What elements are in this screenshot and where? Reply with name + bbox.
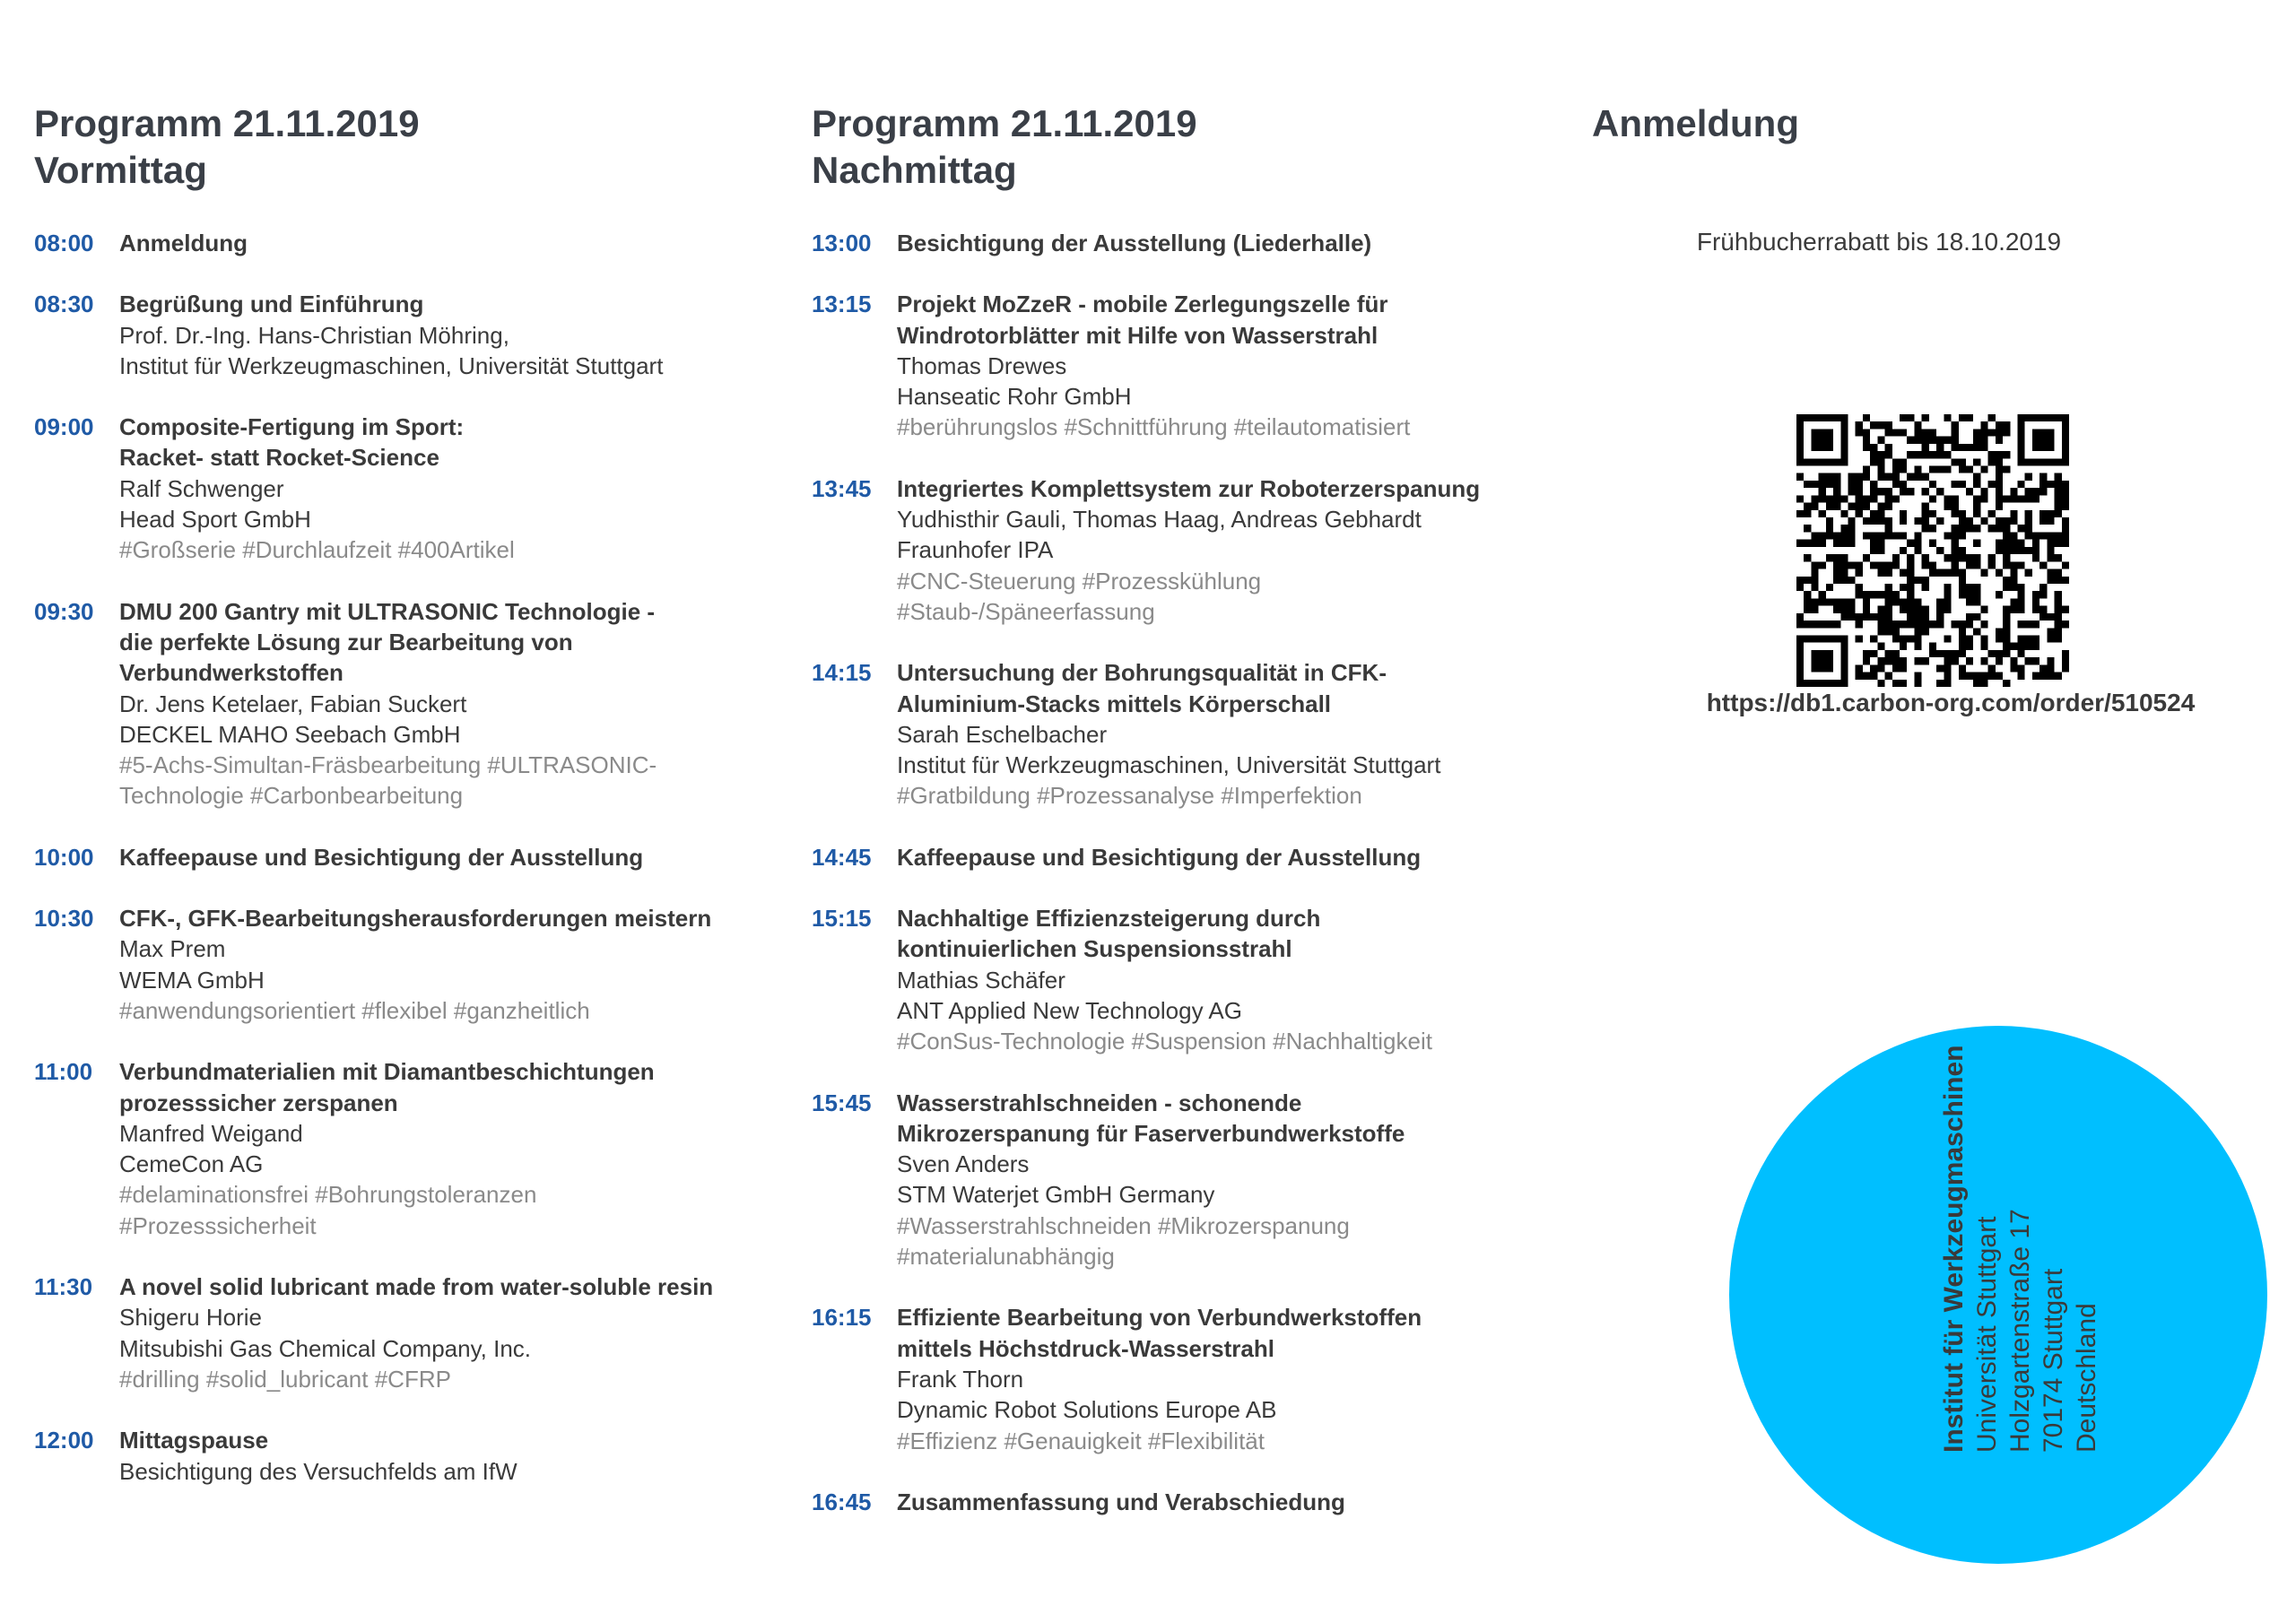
schedule-entry <box>812 1302 1556 1455</box>
entry-body <box>897 657 1556 811</box>
schedule-list <box>812 228 1556 1517</box>
entry-title: Begrüßung und Einführung <box>119 291 424 318</box>
address-line: Deutschland <box>2072 1303 2101 1453</box>
entry-detail: Mathias Schäfer <box>897 966 1065 994</box>
entry-body <box>897 1302 1556 1455</box>
schedule-entry <box>812 1487 1556 1517</box>
entry-body <box>897 842 1556 872</box>
entry-detail: Frank Thorn <box>897 1365 1024 1393</box>
address-line: 70174 Stuttgart <box>2039 1268 2068 1453</box>
entry-tags: #Wasserstrahlschneiden #Mikrozerspanung <box>897 1211 1350 1239</box>
entry-tags: #5-Achs-Simultan-Fräsbearbeitung #ULTRASONIC- <box>119 751 657 779</box>
entry-title: Projekt MoZzeR - mobile Zerlegungszelle für <box>897 291 1388 318</box>
entry-detail: Hanseatic Rohr GmbH <box>897 383 1132 411</box>
entry-title: die perfekte Lösung zur Bearbeitung von <box>119 628 573 655</box>
entry-time: 13:00 <box>812 230 872 256</box>
entry-body <box>119 289 778 381</box>
schedule-entry <box>34 596 778 812</box>
schedule-entry <box>34 903 778 1026</box>
entry-title: Kaffeepause und Besichtigung der Ausstellung <box>119 843 644 871</box>
entry-detail: Mitsubishi Gas Chemical Company, Inc. <box>119 1334 532 1362</box>
program-afternoon-title: Programm 21.11.2019 <box>812 102 1197 144</box>
entry-detail: Manfred Weigand <box>119 1119 303 1147</box>
entry-body <box>897 473 1556 627</box>
entry-title: Verbundmaterialien mit Diamantbeschichtungen <box>119 1058 655 1086</box>
entry-title: A novel solid lubricant made from water-soluble resin <box>119 1273 714 1301</box>
entry-time: 09:00 <box>34 413 94 441</box>
entry-detail: Thomas Drewes <box>897 352 1067 379</box>
entry-time: 15:15 <box>812 905 872 933</box>
address-org: Institut für Werkzeugmaschinen <box>1939 1045 1969 1453</box>
entry-body <box>119 903 778 1026</box>
schedule-entry <box>812 1088 1556 1272</box>
entry-body <box>119 412 778 565</box>
entry-tags: Technologie #Carbonbearbeitung <box>119 782 464 810</box>
entry-title: Windrotorblätter mit Hilfe von Wasserstrahl <box>897 321 1378 349</box>
entry-time: 13:45 <box>812 474 872 502</box>
entry-title: Zusammenfassung und Verabschiedung <box>897 1488 1345 1515</box>
program-morning-title: Programm 21.11.2019 <box>34 102 420 144</box>
entry-detail: Institut für Werkzeugmaschinen, Universität Stuttgart <box>119 352 664 379</box>
program-afternoon-subtitle: Nachmittag <box>812 149 1017 191</box>
entry-title: Integriertes Komplettsystem zur Roboterzerspanung <box>897 474 1481 502</box>
entry-tags: #Prozesssicherheit <box>119 1211 317 1239</box>
entry-title: DMU 200 Gantry mit ULTRASONIC Technologie - <box>119 597 656 625</box>
early-bird-note: Frühbucherrabatt bis 18.10.2019 <box>1696 228 2062 256</box>
entry-time: 13:15 <box>812 291 872 318</box>
entry-detail: DECKEL MAHO Seebach GmbH <box>119 720 461 748</box>
entry-time: 11:30 <box>34 1273 93 1301</box>
entry-detail: STM Waterjet GmbH Germany <box>897 1181 1215 1209</box>
entry-body <box>119 596 778 812</box>
entry-title: Aluminium-Stacks mittels Körperschall <box>897 690 1332 717</box>
entry-title: CFK-, GFK-Bearbeitungsherausforderungen meistern <box>119 905 712 933</box>
entry-detail: CemeCon AG <box>119 1150 264 1178</box>
entry-detail: Sarah Eschelbacher <box>897 720 1108 748</box>
address-block <box>1937 1045 2103 1453</box>
entry-detail: Prof. Dr.-Ing. Hans-Christian Möhring, <box>119 321 509 349</box>
schedule-entry <box>34 1425 778 1487</box>
entry-time: 08:00 <box>34 230 94 256</box>
qr-code-icon[interactable] <box>1796 414 2069 687</box>
entry-time: 11:00 <box>34 1058 93 1086</box>
entry-title: Effiziente Bearbeitung von Verbundwerkstoffen <box>897 1304 1422 1332</box>
entry-body <box>897 903 1556 1056</box>
entry-body <box>119 1425 778 1487</box>
entry-tags: #delaminationsfrei #Bohrungstoleranzen <box>119 1181 537 1209</box>
entry-title: Untersuchung der Bohrungsqualität in CFK- <box>897 659 1387 687</box>
entry-detail: Besichtigung des Versuchfelds am IfW <box>119 1457 517 1485</box>
entry-body <box>119 228 778 258</box>
entry-tags: #materialunabhängig <box>897 1243 1115 1271</box>
entry-tags: #drilling #solid_lubricant #CFRP <box>119 1365 451 1393</box>
entry-title: Mittagspause <box>119 1427 269 1454</box>
schedule-entry <box>34 289 778 381</box>
entry-title: Kaffeepause und Besichtigung der Ausstellung <box>897 843 1422 871</box>
registration-column <box>1592 100 2274 716</box>
address-line: Holzgartenstraße 17 <box>2005 1209 2035 1453</box>
entry-time: 08:30 <box>34 291 94 318</box>
entry-detail: Shigeru Horie <box>119 1304 262 1332</box>
entry-time: 14:15 <box>812 659 872 687</box>
entry-title: kontinuierlichen Suspensionsstrahl <box>897 935 1292 963</box>
entry-tags: #ConSus-Technologie #Suspension #Nachhaltigkeit <box>897 1028 1432 1055</box>
program-morning-subtitle: Vormittag <box>34 149 207 191</box>
schedule-entry <box>34 412 778 565</box>
entry-detail: Sven Anders <box>897 1150 1030 1178</box>
entry-time: 16:15 <box>812 1304 872 1332</box>
entry-tags: #Staub-/Späneerfassung <box>897 597 1155 625</box>
entry-title: Besichtigung der Ausstellung (Liederhalle) <box>897 230 1372 256</box>
entry-body <box>119 1271 778 1394</box>
entry-title: prozesssicher zerspanen <box>119 1089 398 1116</box>
entry-title: Racket- statt Rocket-Science <box>119 444 439 472</box>
schedule-entry <box>34 1271 778 1394</box>
schedule-entry <box>812 657 1556 811</box>
entry-detail: Max Prem <box>119 935 226 963</box>
schedule-entry <box>812 842 1556 872</box>
entry-title: Composite-Fertigung im Sport: <box>119 413 465 441</box>
entry-detail: Institut für Werkzeugmaschinen, Universität Stuttgart <box>897 751 1441 779</box>
entry-time: 15:45 <box>812 1089 872 1116</box>
entry-detail: WEMA GmbH <box>119 966 265 994</box>
entry-body <box>897 1487 1556 1517</box>
entry-time: 16:45 <box>812 1488 872 1515</box>
order-url-link[interactable]: https://db1.carbon-org.com/order/510524 <box>1706 689 2196 716</box>
entry-tags: #CNC-Steuerung #Prozesskühlung <box>897 567 1262 595</box>
schedule-entry <box>34 842 778 872</box>
entry-tags: #Effizienz #Genauigkeit #Flexibilität <box>897 1427 1265 1454</box>
entry-body <box>897 289 1556 442</box>
entry-detail: Dynamic Robot Solutions Europe AB <box>897 1396 1277 1424</box>
entry-title: Wasserstrahlschneiden - schonende <box>897 1089 1302 1116</box>
entry-body <box>119 842 778 872</box>
entry-time: 10:00 <box>34 843 94 871</box>
entry-tags: #berührungslos #Schnittführung #teilautomatisiert <box>897 413 1411 441</box>
entry-body <box>897 1088 1556 1272</box>
entry-tags: #Großserie #Durchlaufzeit #400Artikel <box>119 536 515 564</box>
entry-title: Anmeldung <box>119 230 248 256</box>
schedule-entry <box>812 289 1556 442</box>
schedule-entry <box>812 228 1556 258</box>
address-line: Universität Stuttgart <box>1972 1216 2002 1453</box>
entry-time: 09:30 <box>34 597 94 625</box>
entry-title: Verbundwerkstoffen <box>119 659 344 687</box>
entry-detail: Ralf Schwenger <box>119 474 284 502</box>
entry-detail: ANT Applied New Technology AG <box>897 996 1242 1024</box>
schedule-list <box>34 228 778 1487</box>
entry-body <box>897 228 1556 258</box>
entry-title: mittels Höchstdruck-Wasserstrahl <box>897 1334 1274 1362</box>
entry-tags: #Gratbildung #Prozessanalyse #Imperfektion <box>897 782 1362 810</box>
registration-title: Anmeldung <box>1592 102 1799 144</box>
entry-title: Nachhaltige Effizienzsteigerung durch <box>897 905 1321 933</box>
schedule-entry <box>812 903 1556 1056</box>
schedule-entry <box>812 473 1556 627</box>
entry-time: 10:30 <box>34 905 94 933</box>
entry-time: 14:45 <box>812 843 872 871</box>
schedule-entry <box>34 228 778 258</box>
program-afternoon-column <box>812 100 1556 1548</box>
entry-tags: #anwendungsorientiert #flexibel #ganzheitlich <box>119 996 590 1024</box>
entry-detail: Fraunhofer IPA <box>897 536 1054 564</box>
entry-detail: Head Sport GmbH <box>119 506 311 534</box>
entry-body <box>119 1056 778 1241</box>
entry-title: Mikrozerspanung für Faserverbundwerkstoffe <box>897 1119 1405 1147</box>
entry-time: 12:00 <box>34 1427 94 1454</box>
program-morning-column <box>34 100 778 1517</box>
entry-detail: Yudhisthir Gauli, Thomas Haag, Andreas Gebhardt <box>897 506 1422 534</box>
entry-detail: Dr. Jens Ketelaer, Fabian Suckert <box>119 690 467 717</box>
schedule-entry <box>34 1056 778 1241</box>
